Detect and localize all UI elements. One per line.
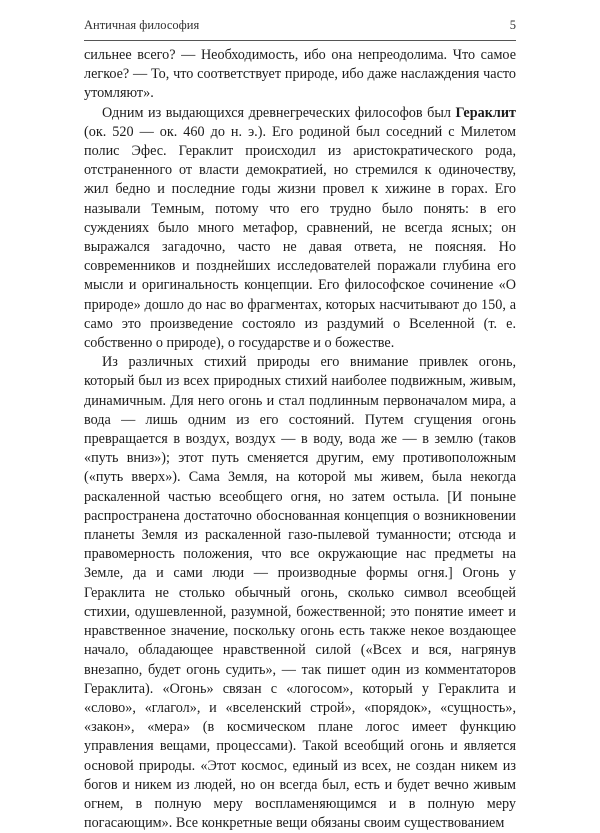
running-header	[84, 18, 516, 36]
page-number: 5	[509, 18, 516, 32]
paragraph-text-after: (ок. 520 — ок. 460 до н. э.). Его родиной был соседний с Милетом полис Эфес. Гераклит происходил из аристократического рода, отстраненного от власти демократией, но стремился к одиночеству, жил бедно и последние годы жизни провел к хижине в горах. Его называли Темным, потому что его трудно было понять: в его суждениях было много метафор, сравнений, не всегда ясных; он выражался загадочно, часто не давая ответа, не поясняя. Но современников и позднейших исследователей поражали глубина его мысли и оригинальность концепции. Его философское сочинение «О природе» дошло до нас во фрагментах, которых насчитывают до 150, а само это произведение состояло из раздумий о Вселенной (т. е. собственно о природе), о государстве и о божестве.	[84, 123, 516, 352]
paragraph-fire: Из различных стихий природы его внимание привлек огонь, который был из всех природных стихий наиболее подвижным, живым, динамичным. Для него огонь и стал подлинным первоначалом мира, а вода — лишь одним из его состояний. Путем сгущения огонь превращается в воздух, воздух — в воду, вода же — в землю (таков «путь вниз»); этот путь сменяется другим, ему противоположным («путь вверх»). Сама Земля, на которой мы живем, была некогда раскаленной частью всеобщего огня, но затем остыла. [И поныне распространена достаточно обоснованная концепция о возникновении планеты Земля из раскаленной газо-пылевой туманности; отсюда и правомерность положения, что все окружающие нас предметы на Земле, да и сами люди — производные формы огня.] Огонь у Гераклита не столько обычный огонь, сколько символ всеобщей стихии, одушевленной, разумной, божественной; это понятие имеет и нравственное значение, поскольку огонь есть также некое воздающее начало, обладающее нравственной силой («Всех и вся, нагрянув внезапно, будет огонь судить», — так пишет один из комментаторов Гераклита). «Огонь» связан с «логосом», который у Гераклита и «слово», «глагол», и «вселенский строй», «порядок», «сущность», «закон», «мера» (в космическом плане логос имеет функцию управления вещами, процессами). Такой всеобщий огонь и является основой природы. «Этот космос, единый из всех, не создан никем из богов и никем из людей, но он всегда был, есть и будет вечно живым огнем, в полную меру воспламеняющимся и в полную меру погасающим». Все конкретные вещи обязаны своим существованием	[84, 354, 516, 832]
paragraph-text-before: Одним из выдающихся древнегреческих философов был	[102, 104, 456, 121]
body-text	[84, 46, 516, 833]
paragraph-heraclitus-intro	[84, 104, 516, 354]
bold-term-heraclitus: Гераклит	[455, 104, 516, 121]
running-title: Античная философия	[84, 18, 200, 32]
paragraph-continuation: сильнее всего? — Необходимость, ибо она непреодолима. Что самое легкое? — То, что соответствует природе, ибо даже наслаждения часто утомляют».	[84, 47, 516, 102]
header-rule	[84, 40, 516, 41]
